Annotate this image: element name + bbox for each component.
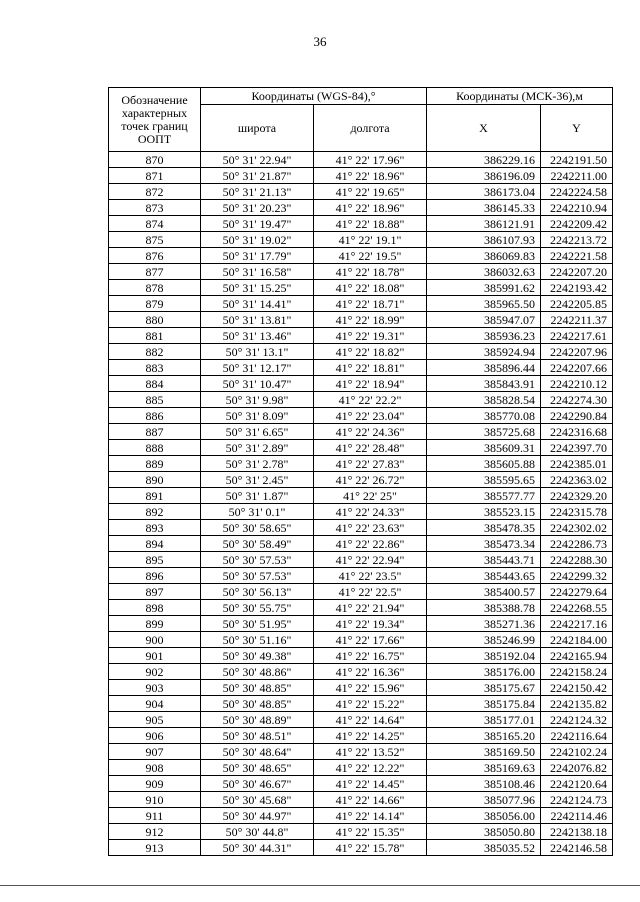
latitude-cell: 50° 30' 55.75" [201,600,314,616]
point-id-cell: 873 [109,200,201,216]
latitude-cell: 50° 31' 19.02" [201,232,314,248]
table-row [109,376,613,392]
y-coordinate-cell: 2242102.24 [541,744,613,760]
latitude-cell: 50° 30' 58.65" [201,520,314,536]
x-coordinate-cell: 385991.62 [427,280,541,296]
table-row [109,616,613,632]
longitude-cell: 41° 22' 14.66" [314,792,427,808]
table-row [109,632,613,648]
longitude-cell: 41° 22' 22.86" [314,536,427,552]
point-id-cell: 904 [109,696,201,712]
longitude-cell: 41° 22' 14.64" [314,712,427,728]
y-coordinate-cell: 2242302.02 [541,520,613,536]
y-coordinate-cell: 2242120.64 [541,776,613,792]
point-id-cell: 881 [109,328,201,344]
y-coordinate-cell: 2242207.20 [541,264,613,280]
x-coordinate-cell: 385169.50 [427,744,541,760]
longitude-cell: 41° 22' 18.81" [314,360,427,376]
longitude-cell: 41° 22' 22.94" [314,552,427,568]
table-row [109,360,613,376]
x-coordinate-cell: 385169.63 [427,760,541,776]
y-coordinate-cell: 2242076.82 [541,760,613,776]
latitude-cell: 50° 30' 44.97" [201,808,314,824]
x-coordinate-cell: 385165.20 [427,728,541,744]
header-msk-group: Координаты (МСК-36),м [427,88,613,105]
latitude-cell: 50° 30' 48.51" [201,728,314,744]
header-longitude: долгота [314,105,427,152]
x-coordinate-cell: 385271.36 [427,616,541,632]
x-coordinate-cell: 385770.08 [427,408,541,424]
y-coordinate-cell: 2242363.02 [541,472,613,488]
y-coordinate-cell: 2242279.64 [541,584,613,600]
x-coordinate-cell: 385177.01 [427,712,541,728]
x-coordinate-cell: 385388.78 [427,600,541,616]
table-body [109,152,613,856]
latitude-cell: 50° 30' 46.67" [201,776,314,792]
point-id-cell: 878 [109,280,201,296]
y-coordinate-cell: 2242124.73 [541,792,613,808]
latitude-cell: 50° 31' 12.17" [201,360,314,376]
y-coordinate-cell: 2242146.58 [541,840,613,856]
latitude-cell: 50° 31' 1.87" [201,488,314,504]
page-number: 36 [313,34,327,49]
point-id-cell: 893 [109,520,201,536]
y-coordinate-cell: 2242217.16 [541,616,613,632]
table-row [109,328,613,344]
y-coordinate-cell: 2242286.73 [541,536,613,552]
longitude-cell: 41° 22' 22.2" [314,392,427,408]
longitude-cell: 41° 22' 18.94" [314,376,427,392]
longitude-cell: 41° 22' 19.1" [314,232,427,248]
table-row [109,584,613,600]
point-id-cell: 900 [109,632,201,648]
y-coordinate-cell: 2242205.85 [541,296,613,312]
table-row [109,232,613,248]
table-row [109,792,613,808]
table-row [109,648,613,664]
x-coordinate-cell: 386229.16 [427,152,541,168]
table-row [109,440,613,456]
point-id-cell: 912 [109,824,201,840]
longitude-cell: 41° 22' 14.25" [314,728,427,744]
longitude-cell: 41° 22' 21.94" [314,600,427,616]
table-row [109,472,613,488]
table-row [109,568,613,584]
longitude-cell: 41° 22' 16.75" [314,648,427,664]
table-row [109,776,613,792]
x-coordinate-cell: 385577.77 [427,488,541,504]
x-coordinate-cell: 385175.67 [427,680,541,696]
table-row [109,456,613,472]
longitude-cell: 41° 22' 19.31" [314,328,427,344]
longitude-cell: 41° 22' 27.83" [314,456,427,472]
x-coordinate-cell: 385175.84 [427,696,541,712]
latitude-cell: 50° 30' 51.95" [201,616,314,632]
point-id-cell: 871 [109,168,201,184]
x-coordinate-cell: 385965.50 [427,296,541,312]
y-coordinate-cell: 2242114.46 [541,808,613,824]
x-coordinate-cell: 385400.57 [427,584,541,600]
y-coordinate-cell: 2242193.42 [541,280,613,296]
longitude-cell: 41° 22' 17.96" [314,152,427,168]
table-header [109,88,613,152]
latitude-cell: 50° 30' 57.53" [201,552,314,568]
x-coordinate-cell: 385108.46 [427,776,541,792]
point-id-cell: 884 [109,376,201,392]
y-coordinate-cell: 2242124.32 [541,712,613,728]
header-wgs-group: Координаты (WGS-84),° [201,88,427,105]
table-row [109,600,613,616]
latitude-cell: 50° 31' 22.94" [201,152,314,168]
point-id-cell: 886 [109,408,201,424]
table-row [109,152,613,168]
y-coordinate-cell: 2242221.58 [541,248,613,264]
header-designation: Обозначение характерных точек границ ООПТ [109,88,201,152]
x-coordinate-cell: 385896.44 [427,360,541,376]
longitude-cell: 41° 22' 14.45" [314,776,427,792]
longitude-cell: 41° 22' 19.34" [314,616,427,632]
point-id-cell: 876 [109,248,201,264]
point-id-cell: 875 [109,232,201,248]
latitude-cell: 50° 31' 2.78" [201,456,314,472]
latitude-cell: 50° 30' 48.64" [201,744,314,760]
x-coordinate-cell: 385595.65 [427,472,541,488]
y-coordinate-cell: 2242288.30 [541,552,613,568]
longitude-cell: 41° 22' 19.5" [314,248,427,264]
point-id-cell: 879 [109,296,201,312]
latitude-cell: 50° 31' 17.79" [201,248,314,264]
table-row [109,184,613,200]
point-id-cell: 913 [109,840,201,856]
x-coordinate-cell: 386196.09 [427,168,541,184]
y-coordinate-cell: 2242299.32 [541,568,613,584]
y-coordinate-cell: 2242224.58 [541,184,613,200]
table-row [109,392,613,408]
x-coordinate-cell: 385176.00 [427,664,541,680]
y-coordinate-cell: 2242184.00 [541,632,613,648]
latitude-cell: 50° 30' 44.8" [201,824,314,840]
x-coordinate-cell: 385443.65 [427,568,541,584]
point-id-cell: 902 [109,664,201,680]
x-coordinate-cell: 385192.04 [427,648,541,664]
latitude-cell: 50° 31' 2.89" [201,440,314,456]
point-id-cell: 908 [109,760,201,776]
x-coordinate-cell: 385056.00 [427,808,541,824]
x-coordinate-cell: 386107.93 [427,232,541,248]
longitude-cell: 41° 22' 15.35" [314,824,427,840]
table-row [109,680,613,696]
point-id-cell: 883 [109,360,201,376]
longitude-cell: 41° 22' 23.5" [314,568,427,584]
table-row [109,664,613,680]
latitude-cell: 50° 31' 6.65" [201,424,314,440]
y-coordinate-cell: 2242207.66 [541,360,613,376]
longitude-cell: 41° 22' 18.96" [314,200,427,216]
point-id-cell: 887 [109,424,201,440]
x-coordinate-cell: 385443.71 [427,552,541,568]
y-coordinate-cell: 2242217.61 [541,328,613,344]
table-row [109,424,613,440]
latitude-cell: 50° 30' 48.85" [201,696,314,712]
y-coordinate-cell: 2242397.70 [541,440,613,456]
point-id-cell: 890 [109,472,201,488]
y-coordinate-cell: 2242210.94 [541,200,613,216]
table-row [109,312,613,328]
table-row [109,744,613,760]
latitude-cell: 50° 31' 13.46" [201,328,314,344]
point-id-cell: 907 [109,744,201,760]
latitude-cell: 50° 30' 51.16" [201,632,314,648]
point-id-cell: 889 [109,456,201,472]
table-row [109,200,613,216]
bottom-divider [0,885,640,886]
y-coordinate-cell: 2242150.42 [541,680,613,696]
latitude-cell: 50° 30' 58.49" [201,536,314,552]
x-coordinate-cell: 385035.52 [427,840,541,856]
point-id-cell: 895 [109,552,201,568]
point-id-cell: 909 [109,776,201,792]
x-coordinate-cell: 385246.99 [427,632,541,648]
latitude-cell: 50° 31' 13.1" [201,344,314,360]
table-row [109,264,613,280]
point-id-cell: 877 [109,264,201,280]
x-coordinate-cell: 385473.34 [427,536,541,552]
x-coordinate-cell: 386032.63 [427,264,541,280]
table-row [109,216,613,232]
point-id-cell: 880 [109,312,201,328]
point-id-cell: 903 [109,680,201,696]
longitude-cell: 41° 22' 18.08" [314,280,427,296]
point-id-cell: 906 [109,728,201,744]
x-coordinate-cell: 385725.68 [427,424,541,440]
latitude-cell: 50° 30' 44.31" [201,840,314,856]
y-coordinate-cell: 2242268.55 [541,600,613,616]
table-row [109,296,613,312]
x-coordinate-cell: 385936.23 [427,328,541,344]
x-coordinate-cell: 385843.91 [427,376,541,392]
table-row [109,504,613,520]
x-coordinate-cell: 385605.88 [427,456,541,472]
x-coordinate-cell: 386069.83 [427,248,541,264]
latitude-cell: 50° 31' 9.98" [201,392,314,408]
table-row [109,248,613,264]
point-id-cell: 894 [109,536,201,552]
y-coordinate-cell: 2242191.50 [541,152,613,168]
latitude-cell: 50° 31' 10.47" [201,376,314,392]
y-coordinate-cell: 2242135.82 [541,696,613,712]
point-id-cell: 892 [109,504,201,520]
longitude-cell: 41° 22' 15.96" [314,680,427,696]
latitude-cell: 50° 30' 48.65" [201,760,314,776]
point-id-cell: 888 [109,440,201,456]
header-latitude: широта [201,105,314,152]
point-id-cell: 901 [109,648,201,664]
point-id-cell: 870 [109,152,201,168]
y-coordinate-cell: 2242158.24 [541,664,613,680]
x-coordinate-cell: 385924.94 [427,344,541,360]
point-id-cell: 891 [109,488,201,504]
y-coordinate-cell: 2242116.64 [541,728,613,744]
table-row [109,824,613,840]
x-coordinate-cell: 385828.54 [427,392,541,408]
latitude-cell: 50° 31' 0.1" [201,504,314,520]
point-id-cell: 910 [109,792,201,808]
table-row [109,760,613,776]
latitude-cell: 50° 30' 45.68" [201,792,314,808]
longitude-cell: 41° 22' 25" [314,488,427,504]
longitude-cell: 41° 22' 19.65" [314,184,427,200]
x-coordinate-cell: 386145.33 [427,200,541,216]
latitude-cell: 50° 30' 48.89" [201,712,314,728]
point-id-cell: 872 [109,184,201,200]
table-row [109,280,613,296]
y-coordinate-cell: 2242138.18 [541,824,613,840]
header-y: Y [541,105,613,152]
longitude-cell: 41° 22' 18.96" [314,168,427,184]
table-row [109,168,613,184]
coordinates-table [108,87,613,856]
point-id-cell: 899 [109,616,201,632]
table-row [109,840,613,856]
point-id-cell: 885 [109,392,201,408]
x-coordinate-cell: 385947.07 [427,312,541,328]
latitude-cell: 50° 31' 20.23" [201,200,314,216]
y-coordinate-cell: 2242385.01 [541,456,613,472]
table-row [109,536,613,552]
x-coordinate-cell: 385523.15 [427,504,541,520]
latitude-cell: 50° 31' 16.58" [201,264,314,280]
y-coordinate-cell: 2242165.94 [541,648,613,664]
longitude-cell: 41° 22' 23.63" [314,520,427,536]
table-row [109,408,613,424]
longitude-cell: 41° 22' 17.66" [314,632,427,648]
header-x: X [427,105,541,152]
x-coordinate-cell: 385609.31 [427,440,541,456]
y-coordinate-cell: 2242211.00 [541,168,613,184]
point-id-cell: 898 [109,600,201,616]
latitude-cell: 50° 31' 13.81" [201,312,314,328]
y-coordinate-cell: 2242329.20 [541,488,613,504]
latitude-cell: 50° 31' 19.47" [201,216,314,232]
latitude-cell: 50° 31' 15.25" [201,280,314,296]
latitude-cell: 50° 31' 2.45" [201,472,314,488]
x-coordinate-cell: 385050.80 [427,824,541,840]
longitude-cell: 41° 22' 16.36" [314,664,427,680]
longitude-cell: 41° 22' 28.48" [314,440,427,456]
longitude-cell: 41° 22' 15.22" [314,696,427,712]
x-coordinate-cell: 385478.35 [427,520,541,536]
x-coordinate-cell: 386173.04 [427,184,541,200]
point-id-cell: 896 [109,568,201,584]
point-id-cell: 874 [109,216,201,232]
latitude-cell: 50° 30' 48.85" [201,680,314,696]
table-row [109,488,613,504]
point-id-cell: 897 [109,584,201,600]
latitude-cell: 50° 31' 8.09" [201,408,314,424]
x-coordinate-cell: 386121.91 [427,216,541,232]
longitude-cell: 41° 22' 24.36" [314,424,427,440]
longitude-cell: 41° 22' 13.52" [314,744,427,760]
y-coordinate-cell: 2242213.72 [541,232,613,248]
longitude-cell: 41° 22' 26.72" [314,472,427,488]
x-coordinate-cell: 385077.96 [427,792,541,808]
y-coordinate-cell: 2242210.12 [541,376,613,392]
point-id-cell: 882 [109,344,201,360]
longitude-cell: 41° 22' 24.33" [314,504,427,520]
longitude-cell: 41° 22' 22.5" [314,584,427,600]
longitude-cell: 41° 22' 12.22" [314,760,427,776]
longitude-cell: 41° 22' 18.71" [314,296,427,312]
table-row [109,344,613,360]
point-id-cell: 911 [109,808,201,824]
latitude-cell: 50° 30' 56.13" [201,584,314,600]
y-coordinate-cell: 2242211.37 [541,312,613,328]
table-row [109,712,613,728]
longitude-cell: 41° 22' 14.14" [314,808,427,824]
y-coordinate-cell: 2242207.96 [541,344,613,360]
table-row [109,696,613,712]
longitude-cell: 41° 22' 23.04" [314,408,427,424]
latitude-cell: 50° 30' 48.86" [201,664,314,680]
y-coordinate-cell: 2242316.68 [541,424,613,440]
table-row [109,728,613,744]
y-coordinate-cell: 2242274.30 [541,392,613,408]
latitude-cell: 50° 31' 21.87" [201,168,314,184]
latitude-cell: 50° 30' 57.53" [201,568,314,584]
longitude-cell: 41° 22' 15.78" [314,840,427,856]
longitude-cell: 41° 22' 18.99" [314,312,427,328]
table-row [109,808,613,824]
longitude-cell: 41° 22' 18.78" [314,264,427,280]
y-coordinate-cell: 2242209.42 [541,216,613,232]
y-coordinate-cell: 2242315.78 [541,504,613,520]
point-id-cell: 905 [109,712,201,728]
latitude-cell: 50° 30' 49.38" [201,648,314,664]
y-coordinate-cell: 2242290.84 [541,408,613,424]
latitude-cell: 50° 31' 21.13" [201,184,314,200]
table-row [109,520,613,536]
longitude-cell: 41° 22' 18.88" [314,216,427,232]
longitude-cell: 41° 22' 18.82" [314,344,427,360]
table-row [109,552,613,568]
latitude-cell: 50° 31' 14.41" [201,296,314,312]
